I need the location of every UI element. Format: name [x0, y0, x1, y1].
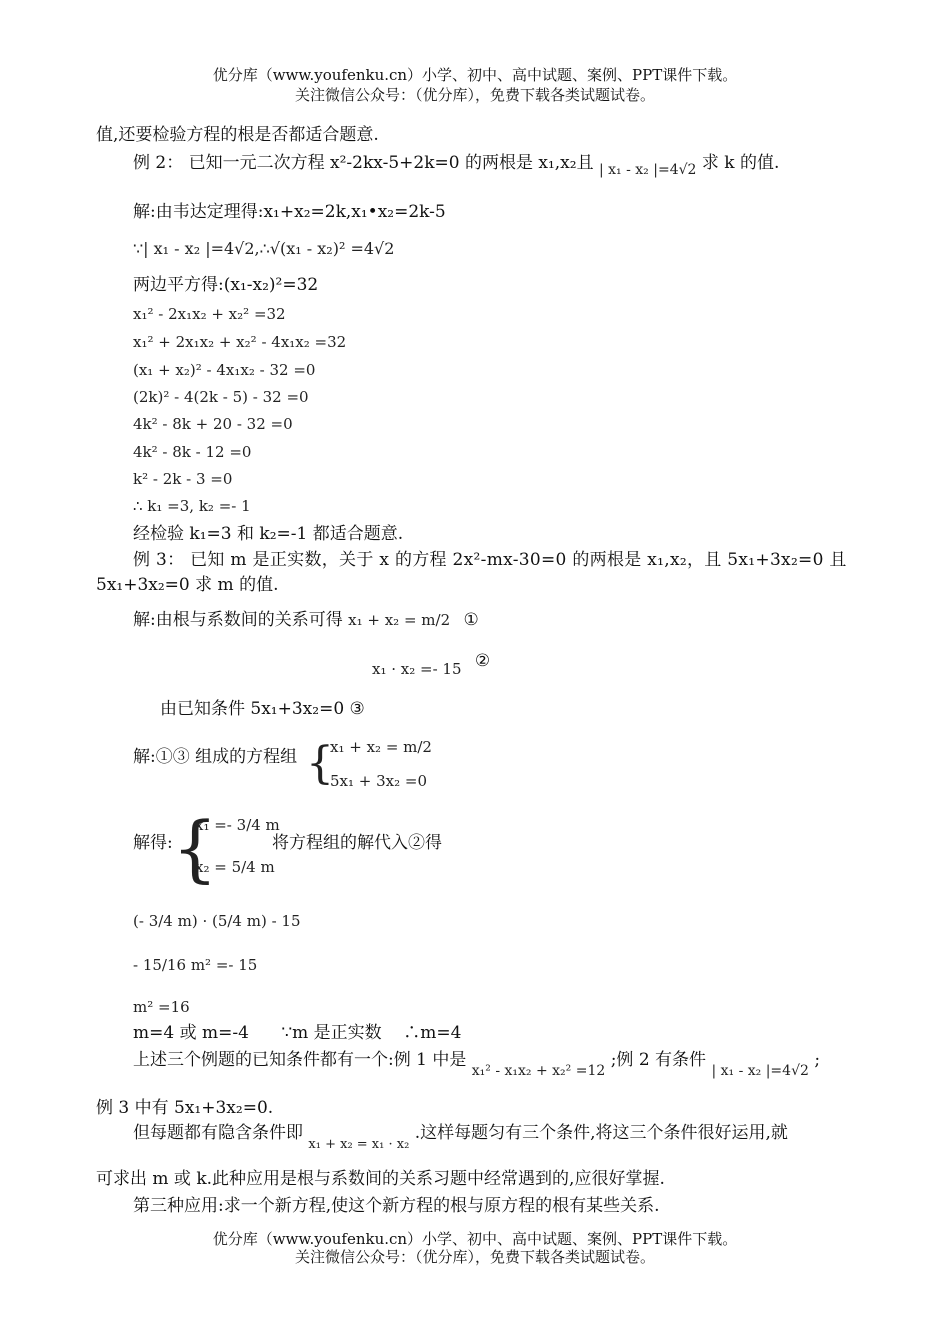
- summary-line-3: [133, 1122, 788, 1152]
- example-2-stem: [133, 152, 780, 178]
- example-3-result: m=4 或 m=-4 ∵m 是正实数 ∴m=4: [133, 1023, 462, 1043]
- equation-1-mark: ①: [463, 610, 479, 630]
- example-2-step: 4k² - 8k + 20 - 32 =0: [133, 415, 293, 433]
- summary-line-1-c: ;: [814, 1050, 821, 1070]
- summary-line-4: 可求出 m 或 k.此种应用是根与系数间的关系习题中经常遇到的,应很好掌握.: [96, 1169, 665, 1189]
- example-3-condition: 由已知条件 5x₁+3x₂=0 ③: [160, 699, 365, 719]
- summary-formula-3: x₁ + x₂ = x₁ · x₂: [308, 1137, 410, 1152]
- example-2-step: k² - 2k - 3 =0: [133, 470, 233, 488]
- page-header-line-1: 优分库（www.youfenku.cn）小学、初中、高中试题、案例、PPT课件下载。: [212, 66, 738, 84]
- example-2-stem-a: 例 2： 已知一元二次方程 x²-2kx-5+2k=0 的两根是 x₁,x₂且: [133, 153, 594, 173]
- example-2-step: x₁² + 2x₁x₂ + x₂² - 4x₁x₂ =32: [133, 333, 347, 351]
- summary-line-5: 第三种应用:求一个新方程,使这个新方程的根与原方程的根有某些关系.: [133, 1196, 660, 1216]
- example-2-step: ∴ k₁ =3, k₂ =- 1: [133, 497, 251, 515]
- solution-x1: x₁ =- 3/4 m: [195, 816, 280, 834]
- summary-line-3-a: 但每题都有隐含条件即: [133, 1123, 303, 1143]
- example-2-check: 经检验 k₁=3 和 k₂=-1 都适合题意.: [133, 524, 404, 544]
- example-2-condition: | x₁ - x₂ |=4√2: [598, 162, 697, 178]
- summary-formula-1: x₁² - x₁x₂ + x₂² =12: [471, 1063, 606, 1079]
- example-2-step: x₁² - 2x₁x₂ + x₂² =32: [133, 305, 286, 323]
- example-3-solution-text: 解:由根与系数间的关系可得: [133, 610, 343, 630]
- equation-1: x₁ + x₂ = m/2: [348, 611, 451, 629]
- example-3-step-1: (- 3/4 m) · (5/4 m) - 15: [133, 912, 301, 930]
- example-2-solution-1: 解:由韦达定理得:x₁+x₂=2k,x₁•x₂=2k-5: [133, 202, 446, 222]
- summary-formula-2: | x₁ - x₂ |=4√2: [711, 1063, 809, 1079]
- solution-x2: x₂ = 5/4 m: [195, 858, 275, 876]
- system-intro-text: 解:①③ 组成的方程组: [133, 747, 298, 767]
- summary-line-1: [133, 1049, 821, 1079]
- summary-line-2: 例 3 中有 5x₁+3x₂=0.: [96, 1098, 274, 1118]
- summary-line-1-a: 上述三个例题的已知条件都有一个:例 1 中是: [133, 1050, 467, 1070]
- equation-2-mark: ②: [474, 651, 491, 671]
- equation-2: x₁ · x₂ =- 15: [372, 660, 462, 678]
- substitute-text: 将方程组的解代入②得: [272, 833, 442, 853]
- left-brace-icon: {: [306, 738, 334, 789]
- page-footer-line-1: 优分库（www.youfenku.cn）小学、初中、高中试题、案例、PPT课件下载。: [212, 1230, 738, 1248]
- example-2-solution-2: ∵| x₁ - x₂ |=4√2,∴√(x₁ - x₂)² =4√2: [133, 239, 395, 258]
- page-footer-line-2: 关注微信公众号：（优分库），免费下载各类试题试卷。: [294, 1248, 655, 1266]
- solved-text: 解得:: [133, 833, 173, 853]
- example-2-step: 4k² - 8k - 12 =0: [133, 443, 252, 461]
- summary-line-1-b: ;例 2 有条件: [610, 1050, 707, 1070]
- example-3-step-2: - 15/16 m² =- 15: [133, 956, 258, 974]
- example-2-step: (x₁ + x₂)² - 4x₁x₂ - 32 =0: [133, 361, 316, 379]
- example-3-stem-2: 5x₁+3x₂=0 求 m 的值.: [96, 575, 279, 595]
- summary-line-3-b: .这样每题匀有三个条件,将这三个条件很好运用,就: [414, 1123, 788, 1143]
- left-brace-icon: {: [172, 806, 218, 890]
- system-equation-2: 5x₁ + 3x₂ =0: [330, 772, 428, 790]
- system-equation-1: x₁ + x₂ = m/2: [330, 738, 432, 756]
- example-3-stem-1: 例 3： 已知 m 是正实数，关于 x 的方程 2x²-mx-30=0 的两根是 x₁,x₂，且 5x₁+3x₂=0 且: [133, 550, 847, 570]
- example-2-step: (2k)² - 4(2k - 5) - 32 =0: [133, 388, 309, 406]
- example-2-stem-b: 求 k 的值.: [701, 153, 780, 173]
- intro-text: 值,还要检验方程的根是否都适合题意.: [96, 125, 379, 145]
- example-3-equation-2: [372, 651, 491, 680]
- page-header-line-2: 关注微信公众号：（优分库），免费下载各类试题试卷。: [294, 86, 655, 104]
- example-3-step-3: m² =16: [133, 998, 190, 1016]
- example-3-solution-1: [133, 609, 479, 631]
- example-2-solution-3: 两边平方得:(x₁-x₂)²=32: [133, 275, 319, 295]
